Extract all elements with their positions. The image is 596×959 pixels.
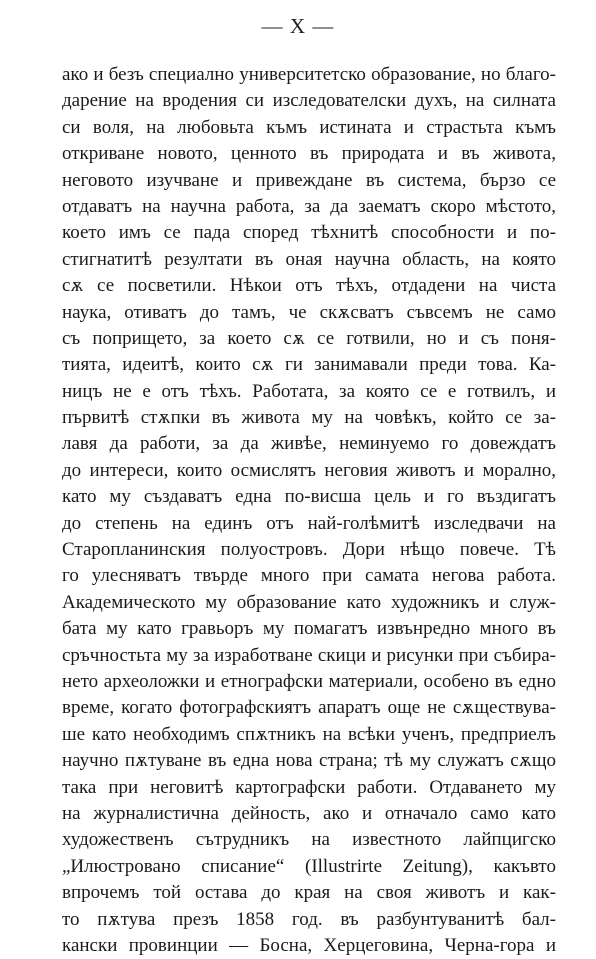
text-line: откриване новото, ценното въ природата и въ живота, xyxy=(62,143,556,165)
text-line: то пѫтува презъ 1858 год. въ разбунтуванитѣ бал- xyxy=(62,908,556,930)
text-line: неговото изучване и привеждане въ система, бързо се xyxy=(62,169,556,191)
text-line: като му създаватъ една по-висша цель и го въздигатъ xyxy=(62,486,556,508)
text-line: сѫ се посветили. Нѣкои отъ тѣхъ, отдадени на чиста xyxy=(62,275,556,297)
text-line: наука, отиватъ до тамъ, че скѫсватъ съвсемъ не само xyxy=(62,301,556,323)
text-line: сръчностьта му за изработване скици и рисунки при събира- xyxy=(62,644,556,666)
text-line: до интереси, които осмислятъ неговия животъ и морално, xyxy=(62,459,556,481)
text-line: научно пѫтуване въ една нова страна; тѣ му служатъ сѫщо xyxy=(62,750,556,772)
page-number: — X — xyxy=(261,14,335,38)
text-line: стигнатитѣ резултати въ оная научна область, на която xyxy=(62,248,556,270)
text-line: до степень на единъ отъ най-голѣмитѣ изследвачи на xyxy=(62,512,556,534)
text-line: впрочемъ той остава до края на своя животъ и как- xyxy=(62,882,556,904)
text-line: нето археоложки и етнографски материали, особено въ едно xyxy=(62,670,556,692)
text-line: отдаватъ на научна работа, за да заематъ скоро мѣстото, xyxy=(62,195,556,217)
text-line: бата му като гравьоръ му помагатъ извънредно много въ xyxy=(62,618,556,640)
body-text xyxy=(62,62,556,959)
text-line: дарение на вродения си изследователски духъ, на силната xyxy=(62,90,556,112)
text-line: си воля, на любовьта къмъ истината и страстьта къмъ xyxy=(62,116,556,138)
text-line: ницъ не е отъ тѣхъ. Работата, за която се е готвилъ, и xyxy=(62,380,556,402)
text-line: го улесняватъ твърде много при самата негова работа. xyxy=(62,565,556,587)
text-line: ше като необходимъ спѫтникъ на всѣки ученъ, предприелъ xyxy=(62,723,556,745)
text-line: така при неговитѣ картографски работи. Отдаването му xyxy=(62,776,556,798)
text-line: което имъ се пада според тѣхнитѣ способности и по- xyxy=(62,222,556,244)
text-line: тията, идеитѣ, които сѫ ги занимавали преди това. Ка- xyxy=(62,354,556,376)
text-line: съ попрището, за което сѫ се готвили, но и съ поня- xyxy=(62,327,556,349)
text-line: Академическото му образование като художникъ и служ- xyxy=(62,591,556,613)
text-line: кански провинции — Босна, Херцеговина, Черна-гора и xyxy=(62,934,556,956)
text-line: на журналистична дейность, ако и отначало само като xyxy=(62,802,556,824)
text-line: първитѣ стѫпки въ живота му на човѣкъ, който се за- xyxy=(62,407,556,429)
text-line: време, когато фотографскиятъ апаратъ още не сѫществува- xyxy=(62,697,556,719)
text-line: Старопланинския полуостровъ. Дори нѣщо повече. Тѣ xyxy=(62,539,556,561)
text-line: лавя да работи, за да живѣе, неминуемо го довеждатъ xyxy=(62,433,556,455)
text-line: ако и безъ специално университетско образование, но благо- xyxy=(62,64,556,85)
text-line: художественъ сътрудникъ на известното лайпцигско xyxy=(62,829,556,851)
text-line: „Илюстровано списание“ (Illustrirte Zeitung), какъвто xyxy=(62,855,556,877)
